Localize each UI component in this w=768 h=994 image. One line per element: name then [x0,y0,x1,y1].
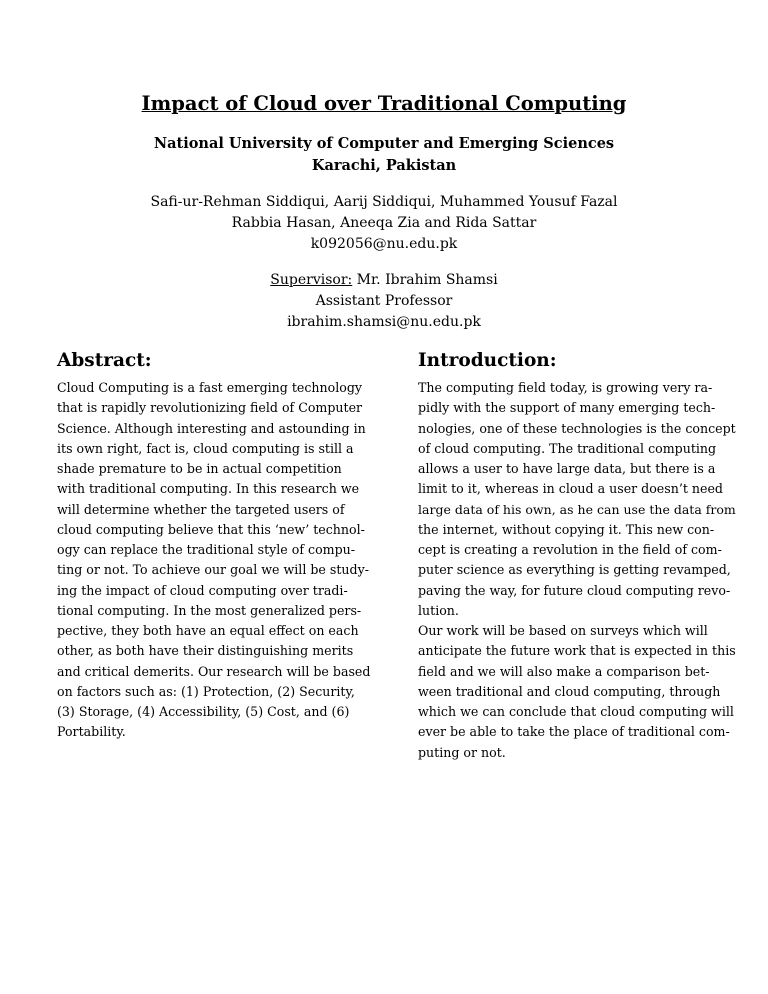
introduction-line: puter science as everything is getting revamped, [418,562,731,578]
abstract-line: with traditional computing. In this research we [57,481,360,497]
introduction-line: lution. [418,602,459,618]
abstract-heading: Abstract: [57,350,152,371]
supervisor-block [0,270,768,333]
abstract-line: Portability. [57,724,126,740]
introduction-line: which we can conclude that cloud computing will [418,704,734,719]
introduction-body [418,378,736,763]
introduction-line: ever be able to take the place of traditional com- [418,724,730,740]
abstract-body [57,378,373,743]
supervisor-role: Assistant Professor [315,293,453,309]
abstract-line: on factors such as: (1) Protection, (2) Security, [57,683,355,699]
introduction-line: nologies, one of these technologies is the concept [418,420,736,436]
abstract-line: its own right, fact is, cloud computing is still a [57,440,354,456]
introduction-line: the internet, without copying it. This new con- [418,521,715,537]
abstract-line: other, as both have their distinguishing merits [57,643,354,659]
supervisor-email: ibrahim.shamsi@nu.edu.pk [287,314,481,330]
supervisor-line [0,270,768,291]
introduction-line: pidly with the support of many emerging tech- [418,400,716,416]
supervisor-name: Mr. Ibrahim Shamsi [352,272,498,288]
authors-line-2: Rabbia Hasan, Aneeqa Zia and Rida Sattar [231,215,537,231]
abstract-line: will determine whether the targeted users of [57,501,345,517]
abstract-line: (3) Storage, (4) Accessibility, (5) Cost, and (6) [57,704,350,719]
abstract-line: ogy can replace the traditional style of compu- [57,542,356,557]
abstract-line: Cloud Computing is a fast emerging technology [57,380,363,395]
abstract-line: ting or not. To achieve our goal we will be study- [57,562,369,578]
introduction-line: of cloud computing. The traditional computing [418,440,717,456]
abstract-line: Science. Although interesting and astounding in [57,420,366,436]
abstract-line: pective, they both have an equal effect on each [57,623,359,638]
supervisor-label: Supervisor: [270,272,353,288]
introduction-line: puting or not. [418,744,506,760]
introduction-line: allows a user to have large data, but there is a [418,461,716,476]
authors-email: k092056@nu.edu.pk [310,236,458,252]
abstract-line: shade premature to be in actual competition [57,461,342,476]
affiliation-block [0,133,768,177]
authors-line-1: Safi-ur-Rehman Siddiqui, Aarij Siddiqui, Muhammed Yousuf Fazal [150,194,618,210]
abstract-line: ing the impact of cloud computing over tradi- [57,582,348,598]
abstract-line: that is rapidly revolutionizing field of Computer [57,400,363,416]
introduction-section [418,348,736,763]
introduction-line: limit to it, whereas in cloud a user doesn’t need [418,481,723,497]
abstract-line: and critical demerits. Our research will be based [57,663,371,679]
introduction-line: field and we will also make a comparison bet- [418,663,710,679]
abstract-section [57,348,373,743]
introduction-line: large data of his own, as he can use the data from [418,501,736,517]
introduction-line: cept is creating a revolution in the field of com- [418,542,722,557]
authors-block [0,192,768,255]
abstract-line: tional computing. In the most generalized pers- [57,602,362,618]
introduction-line: paving the way, for future cloud computing revo- [418,582,731,598]
introduction-heading: Introduction: [418,350,557,371]
introduction-line: The computing field today, is growing very ra- [418,380,713,395]
paper-title: Impact of Cloud over Traditional Computing [141,92,627,115]
abstract-line: cloud computing believe that this ‘new’ technol- [57,521,365,537]
introduction-line: ween traditional and cloud computing, through [418,683,721,699]
introduction-line: anticipate the future work that is expected in this [418,643,736,659]
introduction-line: Our work will be based on surveys which will [418,623,708,638]
university-name: National University of Computer and Emerging Sciences [153,135,615,152]
university-location: Karachi, Pakistan [311,157,457,174]
